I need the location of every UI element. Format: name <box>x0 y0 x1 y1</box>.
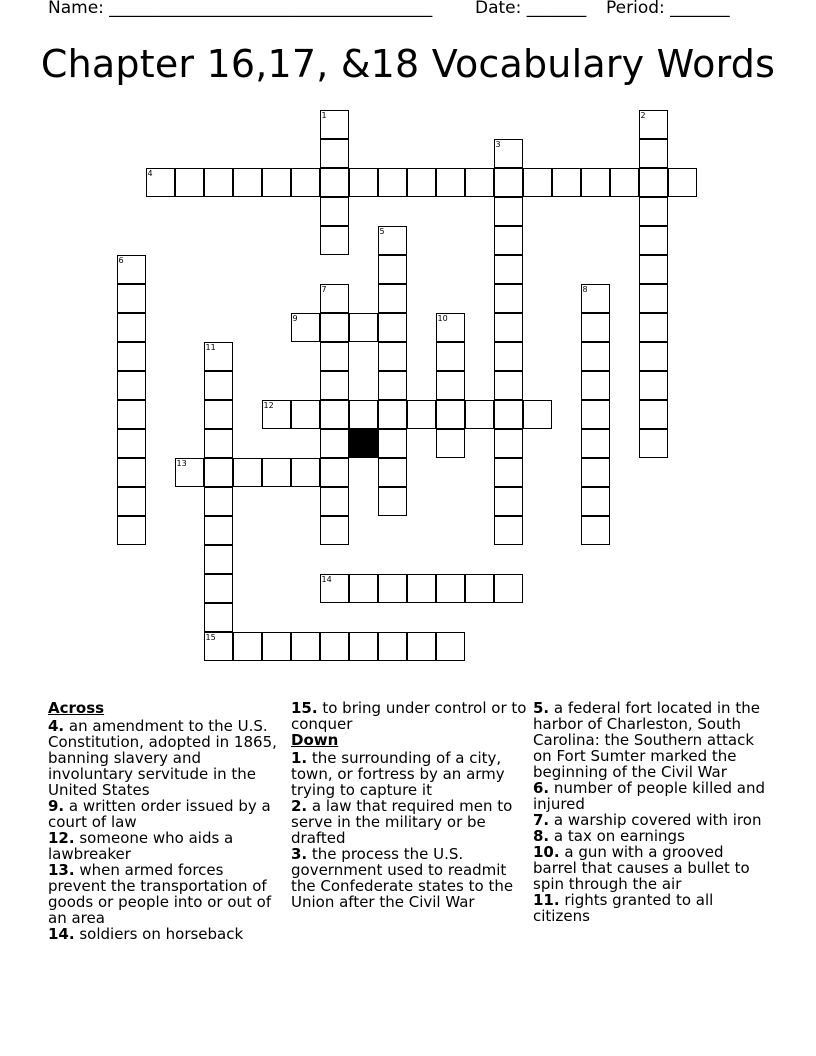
crossword-cell[interactable] <box>291 400 320 429</box>
crossword-cell[interactable] <box>117 487 146 516</box>
crossword-cell[interactable] <box>494 516 523 545</box>
down-clue-2: 2. a law that required men to serve in the military or be drafted <box>291 797 513 847</box>
crossword-cell[interactable] <box>639 197 668 226</box>
crossword-cell[interactable] <box>378 313 407 342</box>
crossword-cell[interactable] <box>320 313 349 342</box>
crossword-cell[interactable] <box>262 400 291 429</box>
crossword-cell[interactable] <box>581 400 610 429</box>
crossword-cell[interactable] <box>204 603 233 632</box>
crossword-cell[interactable] <box>378 632 407 661</box>
crossword-cell[interactable] <box>117 313 146 342</box>
crossword-cell[interactable] <box>320 226 349 255</box>
crossword-cell[interactable] <box>378 168 407 197</box>
crossword-cell[interactable] <box>436 168 465 197</box>
crossword-cell[interactable] <box>639 342 668 371</box>
crossword-cell[interactable] <box>204 574 233 603</box>
crossword-cell[interactable] <box>639 400 668 429</box>
crossword-cell[interactable] <box>378 226 407 255</box>
crossword-cell[interactable] <box>581 168 610 197</box>
crossword-cell[interactable] <box>117 371 146 400</box>
clue-number: 10 <box>437 313 448 323</box>
clue-number: 12 <box>263 400 274 410</box>
clue-number: 11 <box>205 342 216 352</box>
crossword-cell[interactable] <box>320 197 349 226</box>
crossword-cell[interactable] <box>204 458 233 487</box>
clues-column-3 <box>533 700 769 924</box>
crossword-cell[interactable] <box>175 168 204 197</box>
crossword-cell[interactable] <box>320 400 349 429</box>
across-clue-15: 15. to bring under control or to conquer <box>291 699 527 733</box>
clue-number: 2 <box>640 110 646 120</box>
crossword-cell[interactable] <box>494 458 523 487</box>
down-clue-11: 11. rights granted to all citizens <box>533 891 714 925</box>
down-clue-1: 1. the surrounding of a city, town, or fortress by an army trying to capture it <box>291 749 505 799</box>
crossword-cell[interactable] <box>349 313 378 342</box>
crossword-cell[interactable] <box>117 516 146 545</box>
crossword-cell[interactable] <box>436 632 465 661</box>
clue-number: 7 <box>321 284 327 294</box>
clue-number: 13 <box>176 458 187 468</box>
crossword-cell[interactable] <box>378 400 407 429</box>
crossword-cell[interactable] <box>204 487 233 516</box>
crossword-cell[interactable] <box>494 400 523 429</box>
crossword-cell[interactable] <box>581 516 610 545</box>
crossword-cell[interactable] <box>639 284 668 313</box>
clues-column-2 <box>291 700 527 910</box>
crossword-cell[interactable] <box>320 284 349 313</box>
period-field-label: Period: _______ <box>606 0 730 18</box>
crossword-cell[interactable] <box>639 168 668 197</box>
crossword-cell[interactable] <box>378 371 407 400</box>
crossword-cell[interactable] <box>320 516 349 545</box>
crossword-cell[interactable] <box>175 458 204 487</box>
crossword-cell[interactable] <box>378 574 407 603</box>
clue-number: 15 <box>205 632 216 642</box>
crossword-cell[interactable] <box>436 400 465 429</box>
crossword-cell[interactable] <box>117 429 146 458</box>
crossword-cell[interactable] <box>349 400 378 429</box>
crossword-cell[interactable] <box>639 429 668 458</box>
crossword-cell[interactable] <box>494 429 523 458</box>
down-clue-5: 5. a federal fort located in the harbor of Charleston, South Carolina: the Southern attack on Fort Sumter marked the beginning of the Civil War <box>533 699 760 781</box>
down-heading: Down <box>291 731 339 749</box>
down-clue-10: 10. a gun with a grooved barrel that causes a bullet to spin through the air <box>533 843 750 893</box>
crossword-cell[interactable] <box>378 255 407 284</box>
crossword-cell[interactable] <box>204 371 233 400</box>
crossword-cell[interactable] <box>668 168 697 197</box>
crossword-cell[interactable] <box>465 574 494 603</box>
crossword-cell[interactable] <box>639 255 668 284</box>
clue-number: 3 <box>495 139 501 149</box>
across-clue-13: 13. when armed forces prevent the transportation of goods or people into or out of an area <box>48 861 272 927</box>
crossword-cell[interactable] <box>204 545 233 574</box>
crossword-cell[interactable] <box>436 429 465 458</box>
page-title: Chapter 16,17, &18 Vocabulary Words <box>40 42 776 86</box>
crossword-cell[interactable] <box>291 168 320 197</box>
crossword-cell[interactable] <box>436 313 465 342</box>
crossword-cell[interactable] <box>204 516 233 545</box>
crossword-cell[interactable] <box>320 574 349 603</box>
crossword-cell[interactable] <box>320 429 349 458</box>
crossword-cell[interactable] <box>494 139 523 168</box>
crossword-cell[interactable] <box>291 632 320 661</box>
crossword-cell[interactable] <box>146 168 175 197</box>
clue-number: 5 <box>379 226 385 236</box>
crossword-cell[interactable] <box>436 371 465 400</box>
crossword-cell[interactable] <box>320 487 349 516</box>
crossword-cell[interactable] <box>407 168 436 197</box>
crossword-cell[interactable] <box>494 226 523 255</box>
across-clue-12: 12. someone who aids a lawbreaker <box>48 829 234 863</box>
crossword-cell[interactable] <box>465 168 494 197</box>
crossword-cell[interactable] <box>494 574 523 603</box>
clue-number: 4 <box>147 168 153 178</box>
crossword-cell[interactable] <box>117 400 146 429</box>
crossword-black-cell <box>349 429 378 458</box>
across-clue-9: 9. a written order issued by a court of law <box>48 797 271 831</box>
crossword-cell[interactable] <box>320 632 349 661</box>
clue-number: 6 <box>118 255 124 265</box>
clue-number: 9 <box>292 313 298 323</box>
crossword-cell[interactable] <box>610 168 639 197</box>
crossword-cell[interactable] <box>581 313 610 342</box>
across-clue-14: 14. soldiers on horseback <box>48 925 244 943</box>
crossword-cell[interactable] <box>233 632 262 661</box>
across-heading: Across <box>48 699 105 717</box>
crossword-cell[interactable] <box>494 487 523 516</box>
clue-number: 1 <box>321 110 327 120</box>
crossword-cell[interactable] <box>320 168 349 197</box>
crossword-cell[interactable] <box>494 168 523 197</box>
crossword-cell[interactable] <box>407 400 436 429</box>
crossword-cell[interactable] <box>117 284 146 313</box>
crossword-cell[interactable] <box>349 632 378 661</box>
crossword-cell[interactable] <box>639 139 668 168</box>
crossword-cell[interactable] <box>581 371 610 400</box>
crossword-cell[interactable] <box>436 574 465 603</box>
crossword-cell[interactable] <box>262 458 291 487</box>
crossword-cell[interactable] <box>233 168 262 197</box>
crossword-cell[interactable] <box>117 342 146 371</box>
down-clue-8: 8. a tax on earnings <box>533 827 685 845</box>
crossword-cell[interactable] <box>639 371 668 400</box>
crossword-cell[interactable] <box>291 458 320 487</box>
down-clue-6: 6. number of people killed and injured <box>533 779 765 813</box>
crossword-cell[interactable] <box>262 168 291 197</box>
crossword-cell[interactable] <box>117 255 146 284</box>
crossword-cell[interactable] <box>581 284 610 313</box>
crossword-cell[interactable] <box>581 487 610 516</box>
crossword-cell[interactable] <box>233 458 262 487</box>
crossword-cell[interactable] <box>407 632 436 661</box>
crossword-cell[interactable] <box>581 458 610 487</box>
crossword-cell[interactable] <box>523 400 552 429</box>
crossword-cell[interactable] <box>204 429 233 458</box>
crossword-cell[interactable] <box>639 110 668 139</box>
crossword-cell[interactable] <box>494 255 523 284</box>
crossword-cell[interactable] <box>465 400 494 429</box>
crossword-cell[interactable] <box>320 110 349 139</box>
clues-column-1 <box>48 700 284 942</box>
crossword-cell[interactable] <box>349 574 378 603</box>
crossword-cell[interactable] <box>291 313 320 342</box>
crossword-cell[interactable] <box>378 429 407 458</box>
crossword-cell[interactable] <box>378 342 407 371</box>
date-field-label: Date: _______ <box>475 0 587 18</box>
crossword-cell[interactable] <box>378 487 407 516</box>
across-clue-4: 4. an amendment to the U.S. Constitution, adopted in 1865, banning slavery and involuntary servitude in the United States <box>48 717 277 799</box>
crossword-cell[interactable] <box>436 342 465 371</box>
crossword-cell[interactable] <box>581 429 610 458</box>
crossword-cell[interactable] <box>494 371 523 400</box>
crossword-cell[interactable] <box>494 197 523 226</box>
crossword-cell[interactable] <box>494 284 523 313</box>
crossword-cell[interactable] <box>204 168 233 197</box>
crossword-cell[interactable] <box>320 371 349 400</box>
clue-number: 14 <box>321 574 332 584</box>
crossword-cell[interactable] <box>349 168 378 197</box>
crossword-cell[interactable] <box>639 313 668 342</box>
crossword-cell[interactable] <box>552 168 581 197</box>
crossword-cell[interactable] <box>262 632 291 661</box>
crossword-cell[interactable] <box>204 632 233 661</box>
crossword-cell[interactable] <box>204 342 233 371</box>
down-clue-7: 7. a warship covered with iron <box>533 811 762 829</box>
down-clue-3: 3. the process the U.S. government used to readmit the Confederate states to the Union after the Civil War <box>291 845 514 911</box>
crossword-cell[interactable] <box>639 226 668 255</box>
name-field-label: Name: ______________________________________ <box>48 0 433 18</box>
crossword-cell[interactable] <box>494 313 523 342</box>
crossword-cell[interactable] <box>523 168 552 197</box>
crossword-cell[interactable] <box>320 458 349 487</box>
crossword-cell[interactable] <box>407 574 436 603</box>
crossword-cell[interactable] <box>494 342 523 371</box>
crossword-cell[interactable] <box>581 342 610 371</box>
crossword-cell[interactable] <box>204 400 233 429</box>
crossword-cell[interactable] <box>378 458 407 487</box>
crossword-cell[interactable] <box>117 458 146 487</box>
crossword-cell[interactable] <box>378 284 407 313</box>
crossword-cell[interactable] <box>320 139 349 168</box>
clue-number: 8 <box>582 284 588 294</box>
crossword-cell[interactable] <box>320 342 349 371</box>
